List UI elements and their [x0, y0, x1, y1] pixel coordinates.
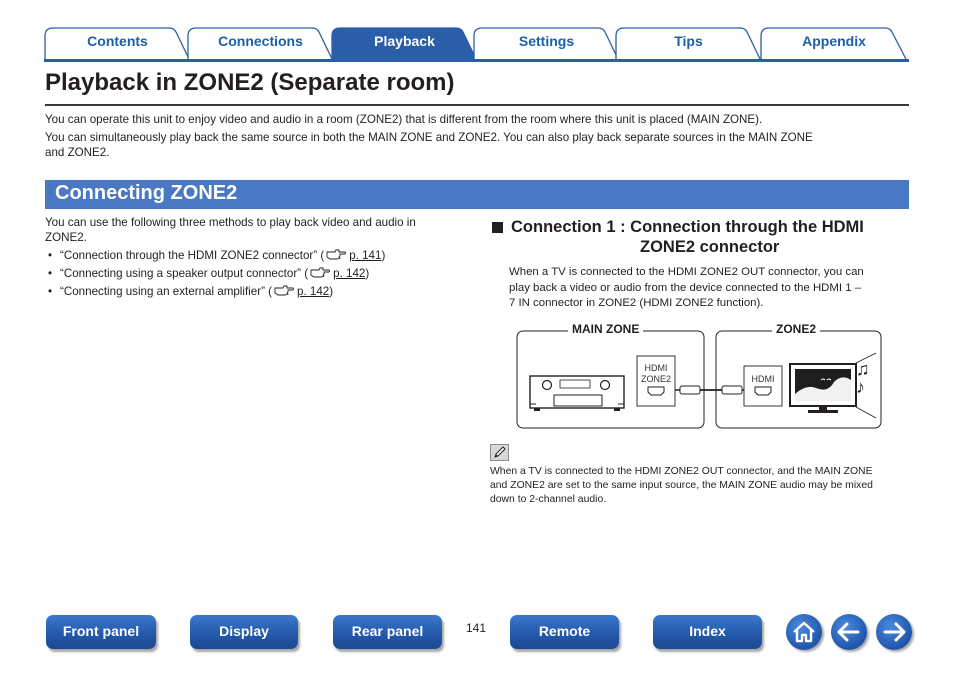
- section-banner: [45, 180, 909, 209]
- tab-playback[interactable]: [331, 27, 478, 61]
- method-close: ): [329, 285, 334, 298]
- tab-contents[interactable]: [44, 27, 191, 61]
- body-line-2: play back a video or audio from the device connected to the HDMI 1 –: [509, 281, 862, 294]
- method-text: “Connecting using an external amplifier” (: [60, 285, 273, 298]
- tab-tips[interactable]: [615, 27, 762, 61]
- back-arrow-icon[interactable]: [831, 614, 867, 650]
- index-button-label: Index: [689, 623, 726, 639]
- connection-diagram: [516, 318, 882, 430]
- method-close: ): [381, 249, 386, 262]
- tab-settings-label: Settings: [518, 33, 575, 49]
- page-title: Playback in ZONE2 (Separate room): [45, 69, 455, 96]
- connection-1-heading: [511, 217, 911, 257]
- television-icon: [790, 364, 856, 413]
- tab-appendix[interactable]: [760, 27, 908, 61]
- receiver-hdmi-port-label: [637, 363, 675, 385]
- body-line-3: 7 IN connector in ZONE2 (HDMI ZONE2 function).: [509, 297, 764, 309]
- hdmi-cable-icon: [675, 386, 747, 394]
- rear-panel-button-label: Rear panel: [351, 623, 424, 639]
- heading-line-2: ZONE2 connector: [640, 238, 780, 256]
- av-receiver-icon: [530, 376, 624, 411]
- intro-paragraph-2-line-1: You can simultaneously play back the same source in both the MAIN ZONE and ZONE2. You can also play back separate sources in the MAIN ZONE: [45, 131, 813, 144]
- music-notes-icon: ♫ ♪: [856, 359, 870, 397]
- tv-hdmi-port-label: HDMI: [751, 374, 775, 384]
- note-line-1: When a TV is connected to the HDMI ZONE2 OUT connector, and the MAIN ZONE: [490, 466, 873, 477]
- forward-arrow-icon[interactable]: [876, 614, 912, 650]
- heading-line-1: Connection 1 : Connection through the HDMI: [511, 218, 864, 236]
- note-pencil-icon: [490, 444, 509, 461]
- intro-paragraph-2-line-2: and ZONE2.: [45, 146, 110, 159]
- list-item: [45, 247, 465, 265]
- method-close: ): [365, 267, 370, 280]
- pointing-hand-icon: [326, 248, 347, 260]
- note-line-2: and ZONE2 are set to the same input source, the MAIN ZONE audio may be mixed: [490, 480, 873, 491]
- main-zone-label: MAIN ZONE: [568, 322, 643, 336]
- section-text-line-1: You can use the following three methods to play back video and audio in: [45, 216, 416, 229]
- list-item: [45, 265, 465, 283]
- body-line-1: When a TV is connected to the HDMI ZONE2 OUT connector, you can: [509, 266, 864, 278]
- page-reference-link[interactable]: p. 141: [349, 249, 382, 262]
- port-label-line-2: ZONE2: [640, 374, 671, 384]
- method-text: “Connection through the HDMI ZONE2 connector” (: [60, 249, 325, 262]
- method-list: [45, 247, 465, 301]
- section-text-line-2: ZONE2.: [45, 231, 87, 244]
- tab-settings[interactable]: [473, 27, 620, 61]
- index-button[interactable]: [653, 615, 762, 649]
- connection-1-body: [509, 265, 919, 312]
- tab-playback-label: Playback: [374, 33, 435, 49]
- top-tab-bar: [44, 27, 909, 61]
- list-item: [45, 283, 465, 301]
- zone2-label: ZONE2: [772, 322, 820, 336]
- remote-button-label: Remote: [538, 623, 591, 639]
- heading-square-icon: [492, 222, 503, 233]
- page-reference-link[interactable]: p. 142: [297, 285, 330, 298]
- tab-appendix-label: Appendix: [802, 33, 866, 49]
- tab-tips-label: Tips: [674, 33, 703, 49]
- title-divider: [45, 104, 909, 106]
- tab-connections[interactable]: [187, 27, 334, 61]
- pointing-hand-icon: [310, 266, 331, 278]
- page-reference-link[interactable]: p. 142: [333, 267, 366, 280]
- front-panel-button[interactable]: [46, 615, 156, 649]
- tab-connections-label: Connections: [218, 33, 303, 49]
- tab-underline: [44, 59, 909, 62]
- method-text: “Connecting using a speaker output connector” (: [60, 267, 309, 280]
- note-text: [490, 465, 910, 507]
- display-button-label: Display: [219, 623, 269, 639]
- tab-contents-label: Contents: [87, 33, 148, 49]
- page-number: 141: [466, 621, 487, 635]
- home-icon[interactable]: [786, 614, 822, 650]
- display-button[interactable]: [190, 615, 298, 649]
- section-title: Connecting ZONE2: [55, 182, 238, 204]
- note-line-3: down to 2-channel audio.: [490, 494, 607, 505]
- pointing-hand-icon: [274, 284, 295, 296]
- remote-button[interactable]: [510, 615, 619, 649]
- rear-panel-button[interactable]: [333, 615, 442, 649]
- intro-paragraph-1: You can operate this unit to enjoy video and audio in a room (ZONE2) that is different from the room where this unit is placed (MAIN ZONE).: [45, 113, 763, 126]
- port-label-line-1: HDMI: [644, 363, 668, 373]
- front-panel-button-label: Front panel: [62, 623, 140, 639]
